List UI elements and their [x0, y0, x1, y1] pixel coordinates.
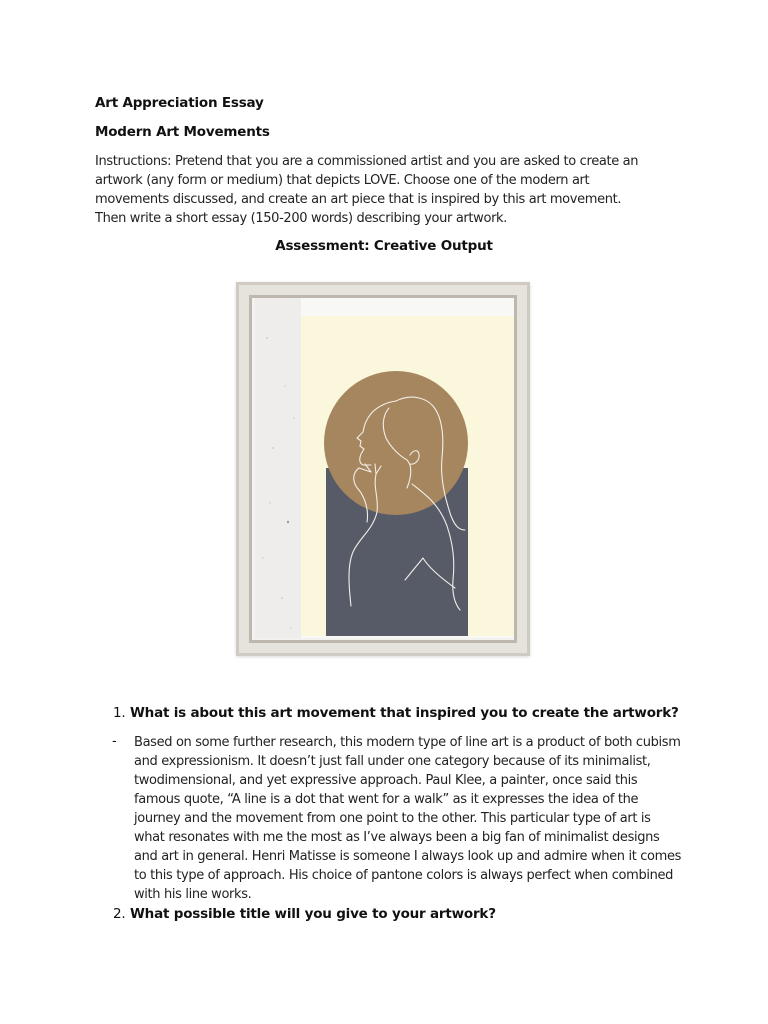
section-title: Assessment: Creative Output [275, 238, 493, 254]
question-2 [113, 906, 496, 922]
question-1 [113, 705, 679, 721]
question-1-number: 1. [113, 705, 126, 721]
answer-bullet: - [112, 734, 117, 749]
essay-subtitle: Modern Art Movements [95, 124, 270, 140]
speckled-strip [255, 298, 301, 638]
ochre-circle [324, 371, 468, 515]
line-art-woman-portrait-icon [255, 298, 514, 638]
question-2-text: What possible title will you give to your artwork? [129, 906, 496, 922]
question-1-text: What is about this art movement that inspired you to create the artwork? [129, 705, 679, 721]
answer-1-paragraph: Based on some further research, this modern type of line art is a product of both cubism and expressionism. It doesn’t just fall under one category because of its minimalist, twodimensional, and yet expressive approach. Paul Klee, a painter, once said this famous quote, “A line is a dot that went for a walk” as it expresses the idea of the journey and the movement from one point to the other. This particular type of art is what resonates with me the most as I’ve always been a big fan of minimalist designs and art in general. Henri Matisse is someone I always look up and admire when it comes to this type of approach. His choice of pantone colors is always perfect when combined with his line works. [134, 735, 682, 902]
instructions-paragraph: Instructions: Pretend that you are a commissioned artist and you are asked to create an artwork (any form or medium) that depicts LOVE. Choose one of the modern art movements discussed, and create an art piece that is inspired by this art movement. Then write a short essay (150-200 words) describing your artwork. [95, 154, 639, 226]
essay-title: Art Appreciation Essay [95, 95, 264, 111]
question-2-number: 2. [113, 906, 126, 922]
